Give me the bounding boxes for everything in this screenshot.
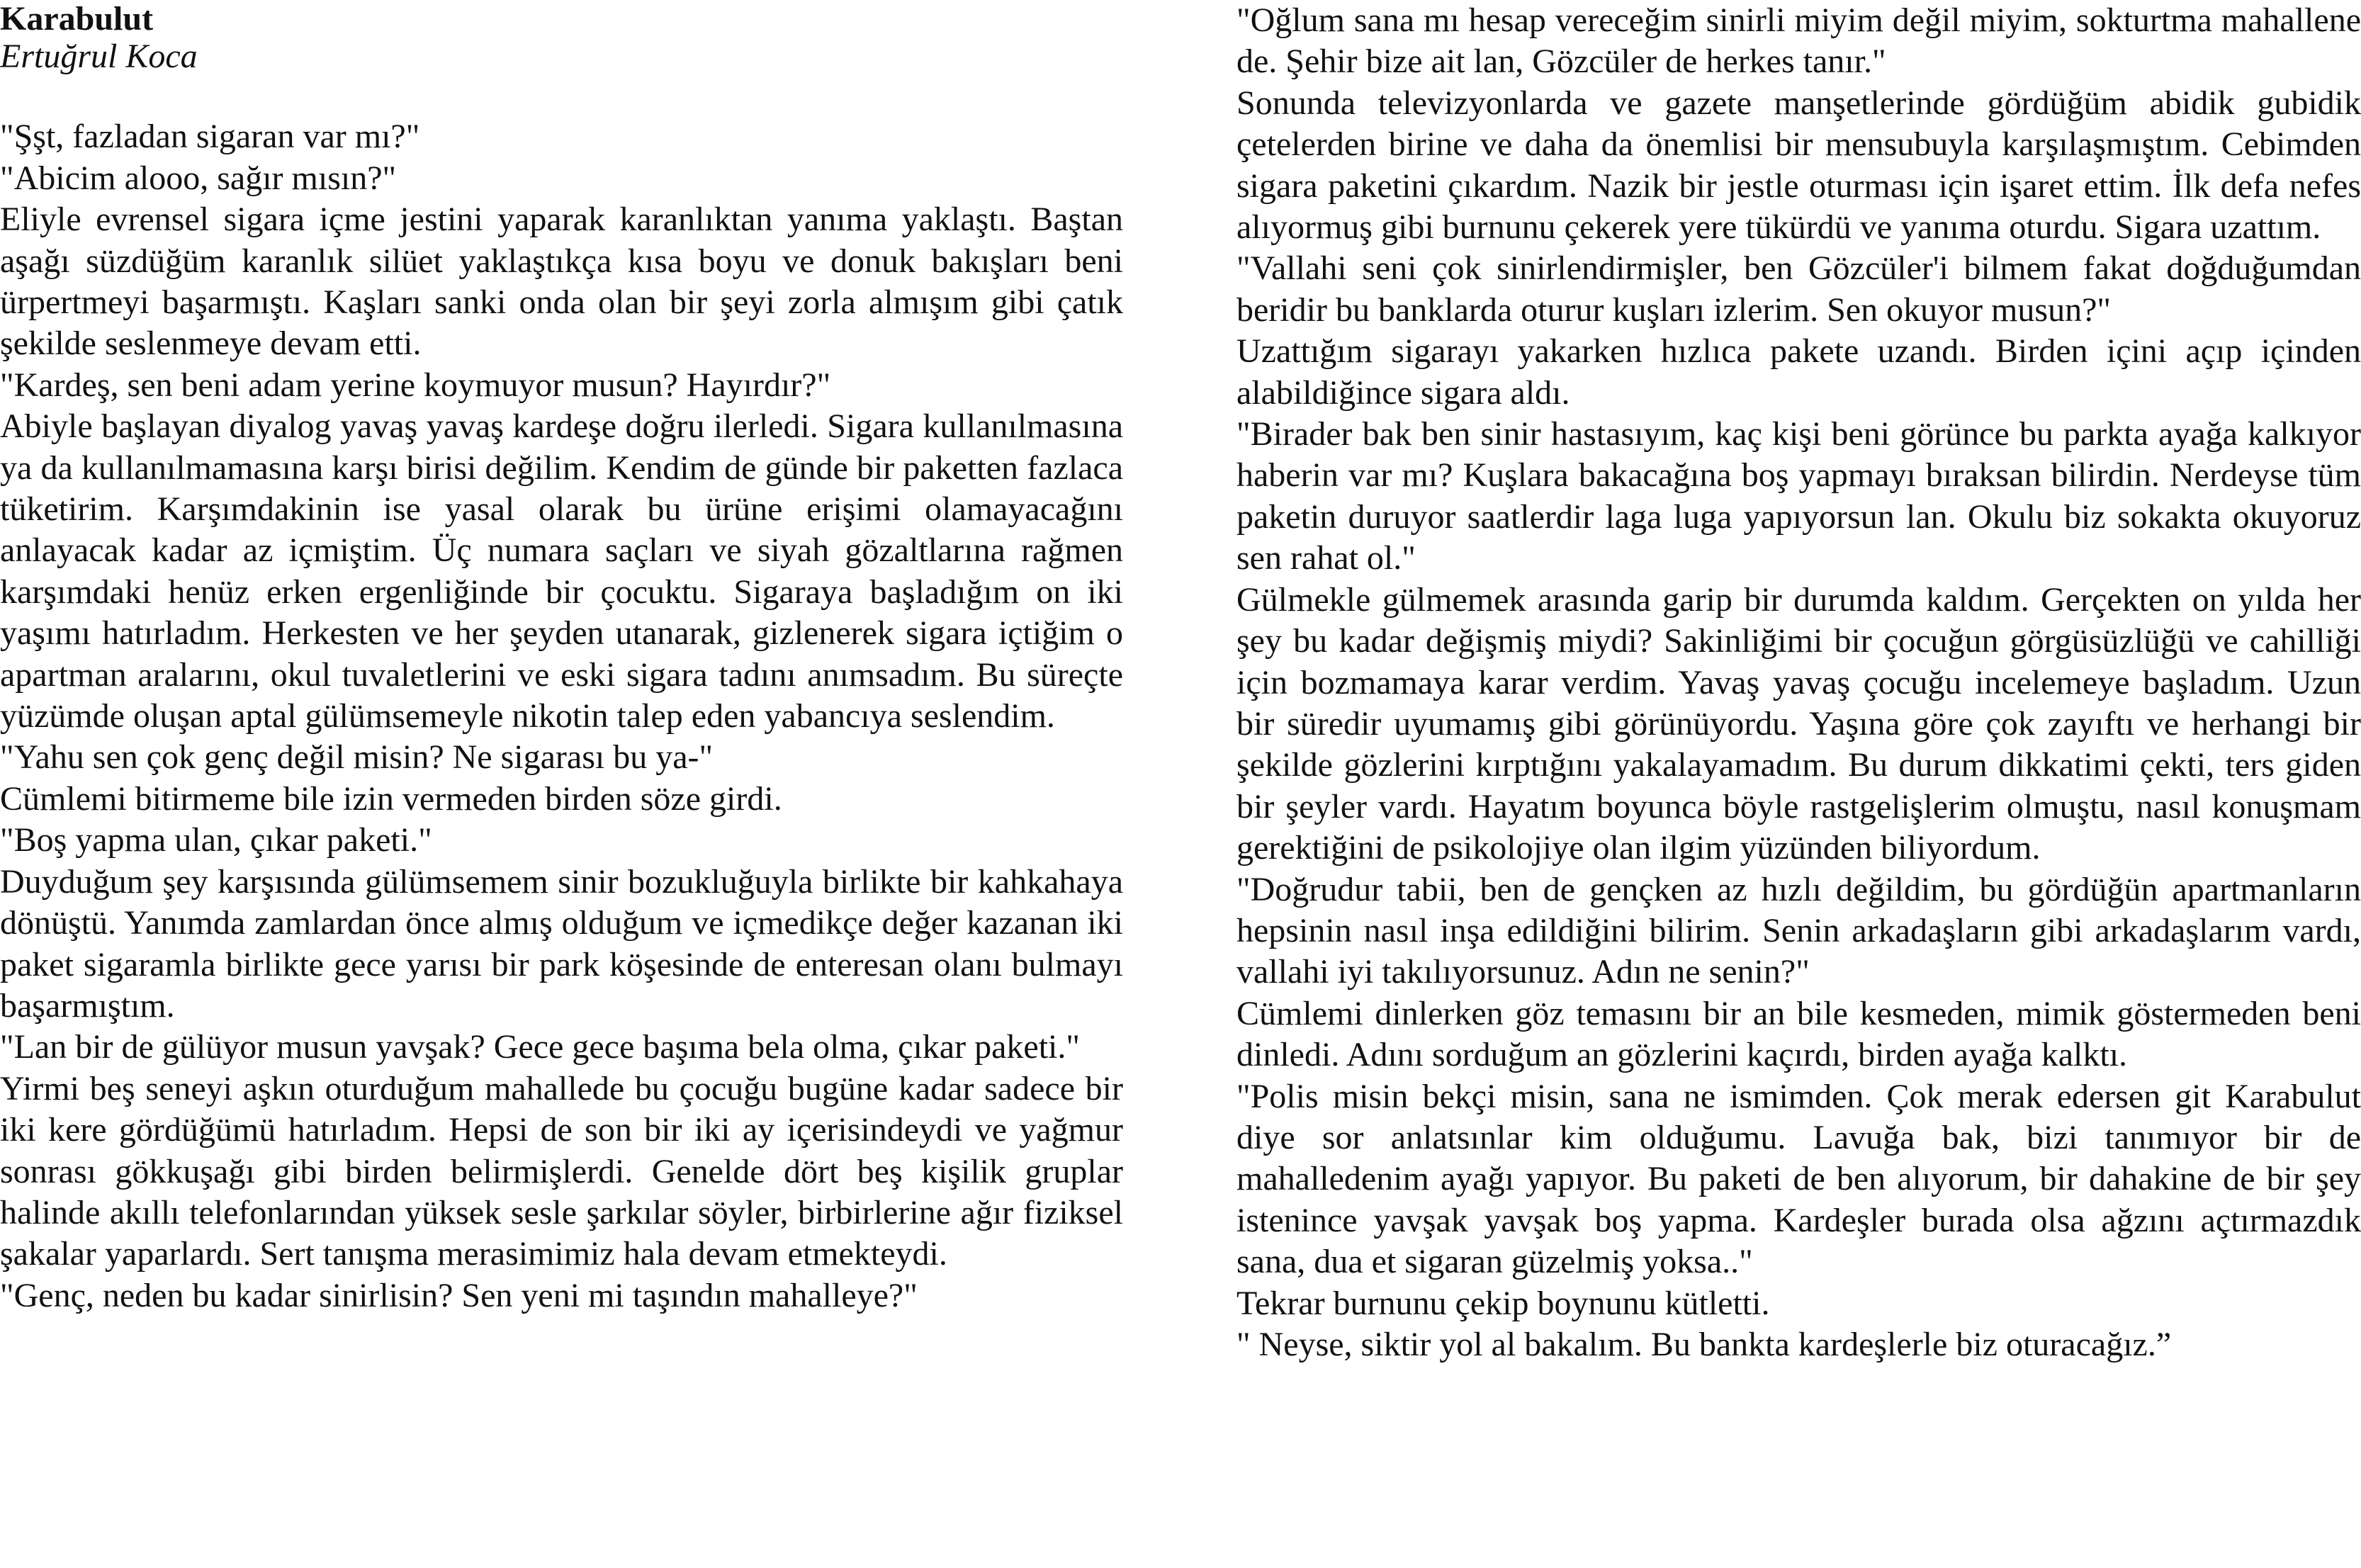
paragraph: "Genç, neden bu kadar sinirlisin? Sen yeni mi taşındın mahalleye?" [0,1276,918,1314]
paragraph: "Birader bak ben sinir hastasıyım, kaç kişi beni görünce bu parkta ayağa kalkıyor haberin var mı? Kuşlara bakacağına boş yapmayı bıraksan bilirdin. Nerdeyse tüm paketin duruyor saatlerdir laga luga yapıyorsun lan. Okulu biz sokakta okuyoruz sen rahat ol." [1236,415,2361,577]
paragraph: Sonunda televizyonlarda ve gazete manşetlerinde gördüğüm abidik gubidik çetelerden birine ve daha da önemlisi bir mensubuyla karşılaşmıştım. Cebimden sigara paketini çıkardım. Nazik bir jestle oturması için işaret ettim. İlk defa nefes alıyormuş gibi burnunu çekerek yere tükürdü ve yanıma oturdu. Sigara uzattım. [1236,84,2361,247]
paragraph: "Doğrudur tabii, ben de gençken az hızlı değildim, bu gördüğün apartmanların hepsinin nasıl inşa edildiğini bilirim. Senin arkadaşların gibi arkadaşlarım vardı, vallahi iyi takılıyorsunuz. Adın ne senin?" [1236,870,2361,991]
paragraph: Duyduğum şey karşısında gülümsemem sinir bozukluğuyla birlikte bir kahkahaya dönüştü. Yanımda zamlardan önce almış olduğum ve içmedikçe değer kazanan iki paket sigaramla birlikte gece yarısı bir park köşesinde de enteresan olanı bulmayı başarmıştım. [0,862,1123,1025]
paragraph: "Şşt, fazladan sigaran var mı?" [0,118,420,156]
paragraph: Tekrar burnunu çekip boynunu kütletti. [1236,1284,1770,1322]
paragraph: "Abicim alooo, sağır mısın?" [0,159,397,197]
paragraph: "Boş yapma ulan, çıkar paketi." [0,821,432,859]
paragraph: "Lan bir de gülüyor musun yavşak? Gece gece başıma bela olma, çıkar paketi." [0,1028,1080,1066]
paragraph: Eliyle evrensel sigara içme jestini yaparak karanlıktan yanıma yaklaştı. Baştan aşağı süzdüğüm karanlık silüet yaklaştıkça kısa boyu ve donuk bakışları beni ürpertmeyi başarmıştı. Kaşları sanki onda olan bir şeyi zorla almışım gibi çatık şekilde seslenmeye devam etti. [0,201,1123,363]
paragraph: Cümlemi dinlerken göz temasını bir an bile kesmeden, mimik göstermeden beni dinledi. Adını sorduğum an gözlerini kaçırdı, birden ayağa kalktı. [1236,994,2361,1074]
title-spacer [0,75,1123,116]
paragraph: "Yahu sen çok genç değil misin? Ne sigarası bu ya-" [0,738,714,777]
paragraph: "Oğlum sana mı hesap vereceğim sinirli miyim değil miyim, sokturtma mahallene de. Şehir bize ait lan, Gözcüler de herkes tanır." [1236,1,2361,81]
paragraph: Yirmi beş seneyi aşkın oturduğum mahallede bu çocuğu bugüne kadar sadece bir iki kere gördüğümü hatırladım. Hepsi de son bir iki ay içerisindeydi ve yağmur sonrası gökkuşağı gibi birden belirmişlerdi. Genelde dört beş kişilik gruplar halinde akıllı telefonlarından yüksek sesle şarkılar söyler, birbirlerine ağır fiziksel şakalar yaparlardı. Sert tanışma merasimimiz hala devam etmekteydi. [0,1069,1123,1273]
paragraph: Uzattığım sigarayı yakarken hızlıca pakete uzandı. Birden içini açıp içinden alabildiğince sigara aldı. [1236,332,2361,412]
left-column [0,0,1123,1316]
paragraph: "Polis misin bekçi misin, sana ne ismimden. Çok merak edersen git Karabulut diye sor anlatsınlar kim olduğumu. Lavuğa bak, bizi tanımıyor bir de mahalledenim ayağı yapıyor. Bu paketi de ben alıyorum, bir dahakine de bir şey istenince yavşak yavşak boş yapma. Kardeşler burada olsa ağzını açtırmazdık sana, dua et sigaran güzelmiş yoksa.." [1236,1077,2361,1281]
paragraph: "Vallahi seni çok sinirlendirmişler, ben Gözcüler'i bilmem fakat doğduğumdan beridir bu banklarda oturur kuşları izlerim. Sen okuyor musun?" [1236,249,2361,329]
paragraph: Cümlemi bitirmeme bile izin vermeden birden söze girdi. [0,779,782,818]
story-author: Ertuğrul Koca [0,38,198,75]
paragraph: Gülmekle gülmemek arasında garip bir durumda kaldım. Gerçekten on yılda her şey bu kadar değişmiş miydi? Sakinliğimi bir çocuğun görgüsüzlüğü ve cahilliği için bozmamaya karar verdim. Yavaş yavaş çocuğu incelemeye başladım. Uzun bir süredir uyumamış gibi görünüyordu. Yaşına göre çok zayıftı ve herhangi bir şekilde gözlerini kırptığını yakalayamadım. Bu durum dikkatimi çekti, ters giden bir şeyler vardı. Hayatım boyunca böyle rastgelişlerim olmuştu, nasıl konuşmam gerektiğini de psikolojiye olan ilgim yüzünden biliyordum. [1236,580,2361,867]
right-column [1236,0,2361,1365]
paragraph: "Kardeş, sen beni adam yerine koymuyor musun? Hayırdır?" [0,366,831,404]
story-title: Karabulut [0,0,154,38]
paragraph: " Neyse, siktir yol al bakalım. Bu bankta kardeşlerle biz oturacağız.” [1236,1326,2172,1363]
paragraph: Abiyle başlayan diyalog yavaş yavaş kardeşe doğru ilerledi. Sigara kullanılmasına ya da kullanılmamasına karşı birisi değilim. Kendim de günde bir paketten fazlaca tüketirim. Karşımdakinin ise yasal olarak bu ürüne erişimi olamayacağını anlayacak kadar az içmiştim. Üç numara saçları ve siyah gözaltlarına rağmen karşımdaki henüz erken ergenliğinde bir çocuktu. Sigaraya başladığım on iki yaşımı hatırladım. Herkesten ve her şeyden utanarak, gizlenerek sigara içtiğim o apartman aralarını, okul tuvaletlerini ve eski sigara tadını anımsadım. Bu süreçte yüzümde oluşan aptal gülümsemeyle nikotin talep eden yabancıya seslendim. [0,407,1123,735]
